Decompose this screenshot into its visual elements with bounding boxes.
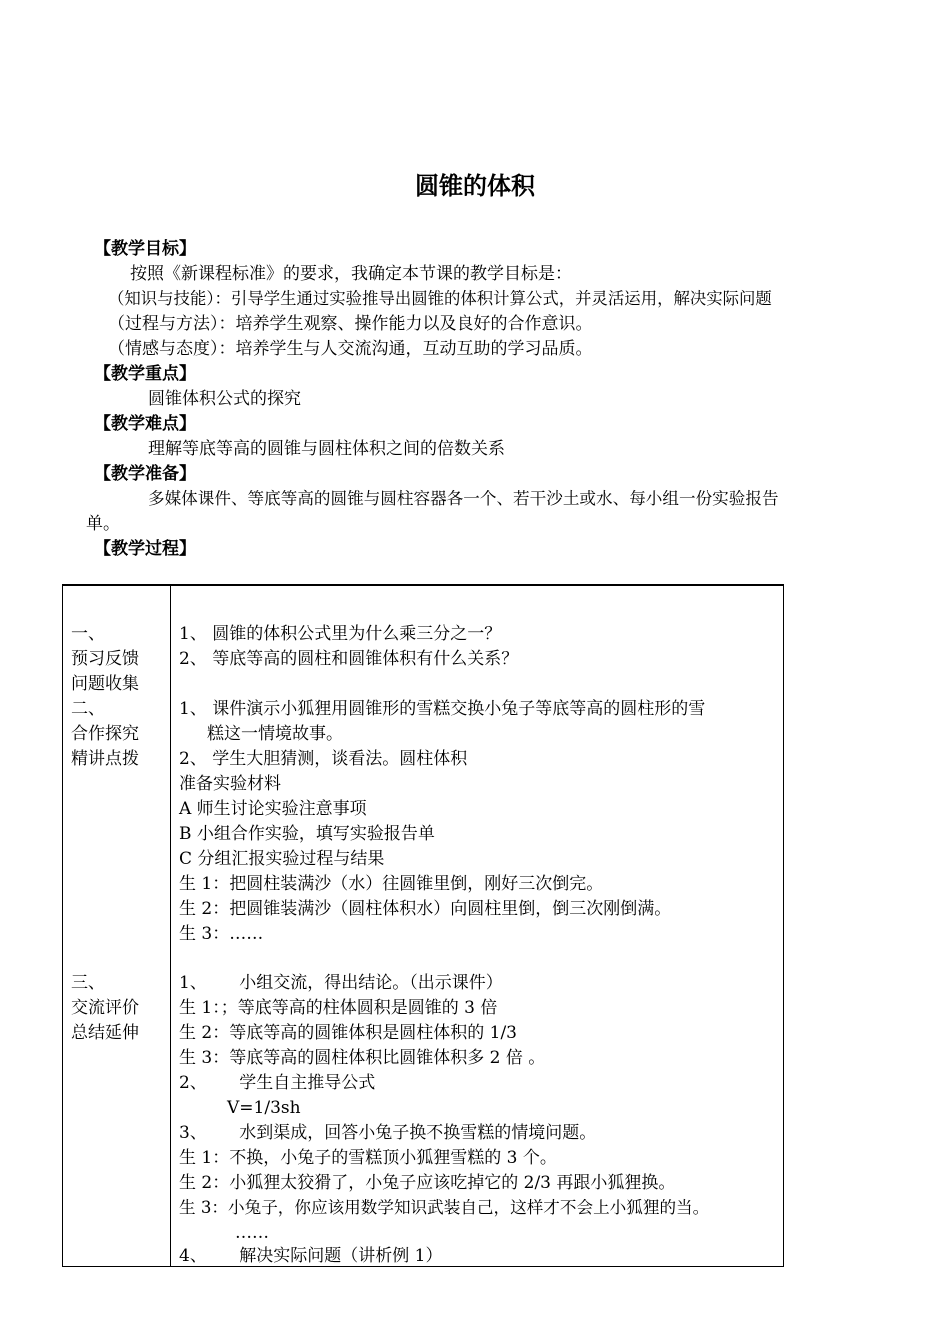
process-line: 准备实验材料 — [179, 774, 281, 794]
stage-label: 三、 — [71, 973, 105, 993]
process-line: B 小组合作实验，填写实验报告单 — [179, 824, 435, 844]
focus-content: 圆锥体积公式的探究 — [148, 389, 301, 409]
stage-label: 问题收集 — [71, 674, 139, 694]
focus-heading: 【教学重点】 — [94, 364, 196, 384]
process-line: 1、 课件演示小狐狸用圆锥形的雪糕交换小兔子等底等高的圆柱形的雪 — [179, 699, 706, 719]
process-line: 生 3：等底等高的圆柱体积比圆锥体积多 2 倍 。 — [179, 1048, 546, 1068]
objective-emotion: （情感与态度）：培养学生与人交流沟通，互动互助的学习品质。 — [108, 339, 593, 359]
process-line: 2、 学生自主推导公式 — [179, 1073, 376, 1093]
process-line: 生 3：小兔子，你应该用数学知识武装自己，这样才不会上小狐狸的当。 — [179, 1198, 710, 1217]
teaching-process-table — [62, 584, 784, 1267]
process-line: 1、 小组交流，得出结论。（出示课件） — [179, 973, 503, 993]
process-heading: 【教学过程】 — [94, 539, 196, 559]
stage-label: 总结延伸 — [71, 1023, 139, 1043]
objectives-heading: 【教学目标】 — [94, 239, 196, 259]
preparation-content-line1: 多媒体课件、等底等高的圆锥与圆柱容器各一个、若干沙土或水、每小组一份实验报告 — [148, 489, 779, 508]
stage-label: 二、 — [71, 699, 105, 719]
process-line: …… — [235, 1223, 269, 1243]
process-line: 生 2：把圆锥装满沙（圆柱体积水）向圆柱里倒，倒三次刚倒满。 — [179, 899, 672, 919]
stage-label: 合作探究 — [71, 724, 139, 744]
difficulty-heading: 【教学难点】 — [94, 414, 196, 434]
process-line: 生 2：小狐狸太狡猾了，小兔子应该吃掉它的 2/3 再跟小狐狸换。 — [179, 1173, 676, 1193]
formula: V=1/3sh — [227, 1098, 301, 1118]
process-line: 生 1：不换，小兔子的雪糕顶小狐狸雪糕的 3 个。 — [179, 1148, 557, 1168]
process-line: 生 1：把圆柱装满沙（水）往圆锥里倒，刚好三次倒完。 — [179, 874, 604, 894]
process-line: 2、 学生大胆猜测，谈看法。圆柱体积 — [179, 749, 468, 769]
preparation-heading: 【教学准备】 — [94, 464, 196, 484]
stage-label: 预习反馈 — [71, 649, 139, 669]
process-line: 生 3：…… — [179, 924, 264, 944]
document-title: 圆锥的体积 — [415, 172, 535, 200]
process-line: 3、 水到渠成，回答小兔子换不换雪糕的情境问题。 — [179, 1123, 597, 1143]
stage-label: 交流评价 — [71, 998, 139, 1018]
preparation-content-line2: 单。 — [86, 514, 120, 534]
process-line: 生 2：等底等高的圆锥体积是圆柱体积的 1/3 — [179, 1023, 517, 1043]
difficulty-content: 理解等底等高的圆锥与圆柱体积之间的倍数关系 — [148, 439, 505, 459]
process-line: 生 1：；等底等高的柱体圆积是圆锥的 3 倍 — [179, 998, 498, 1018]
process-line: 糕这一情境故事。 — [207, 724, 343, 744]
process-line: C 分组汇报实验过程与结果 — [179, 849, 385, 869]
process-line: A 师生讨论实验注意事项 — [179, 799, 367, 819]
objective-process: （过程与方法）：培养学生观察、操作能力以及良好的合作意识。 — [108, 314, 593, 334]
process-line: 2、 等底等高的圆柱和圆锥体积有什么关系？ — [179, 649, 519, 669]
table-column-divider — [170, 586, 171, 1266]
objectives-intro: 按照《新课程标准》的要求，我确定本节课的教学目标是： — [130, 264, 572, 284]
stage-label: 一、 — [71, 624, 105, 644]
stage-label: 精讲点拨 — [71, 749, 139, 769]
process-line: 4、 解决实际问题（讲析例 1） — [179, 1246, 443, 1266]
objective-knowledge: （知识与技能）：引导学生通过实验推导出圆锥的体积计算公式，并灵活运用，解决实际问题 — [108, 289, 772, 308]
process-line: 1、 圆锥的体积公式里为什么乘三分之一？ — [179, 624, 502, 644]
